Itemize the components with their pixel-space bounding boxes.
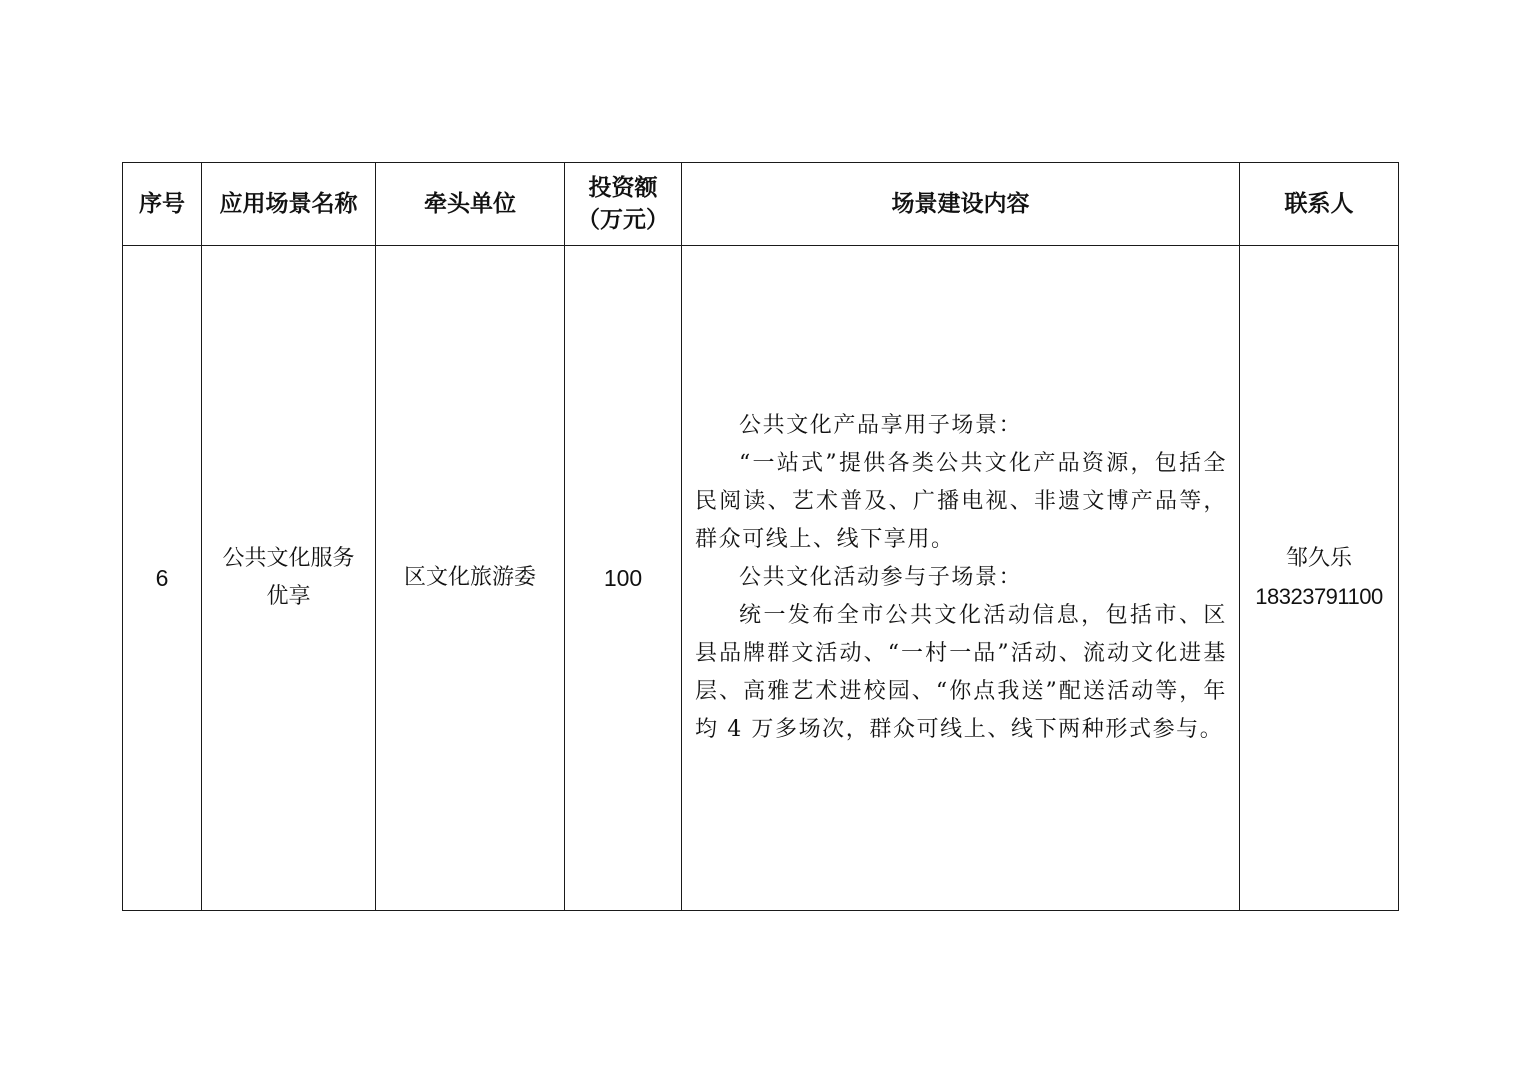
content-paragraph: 公共文化活动参与子场景： [739,565,1023,590]
row-lead-unit: 区文化旅游委 [376,246,565,911]
row-seq: 6 [123,246,202,911]
table-row [123,246,1399,911]
content-paragraph: 公共文化产品享用子场景： [739,413,1023,438]
header-scene-name: 应用场景名称 [202,163,376,246]
row-contact [1240,246,1399,911]
row-scene-name-line2: 优享 [266,584,311,609]
row-content [682,246,1240,911]
scenario-table [122,162,1399,911]
header-seq: 序号 [123,163,202,246]
header-investment-line2: （万元） [577,207,669,233]
row-scene-name-line1: 公共文化服务 [222,546,355,571]
contact-phone: 18323791100 [1255,584,1383,609]
header-content: 场景建设内容 [682,163,1240,246]
header-row [123,163,1399,246]
header-investment [565,163,682,246]
content-paragraph: “一站式”提供各类公共文化产品资源，包括全民阅读、艺术普及、广播电视、非遗文博产品等，群众可线上、线下享用。 [695,451,1227,552]
header-investment-line1: 投资额 [588,175,658,201]
content-paragraph: 统一发布全市公共文化活动信息，包括市、区县品牌群文活动、“一村一品”活动、流动文化进基层、高雅艺术进校园、“你点我送”配送活动等，年均 4 万多场次，群众可线上、线下两种形式参与。 [695,603,1227,742]
row-investment: 100 [565,246,682,911]
row-scene-name [202,246,376,911]
header-contact: 联系人 [1240,163,1399,246]
contact-name: 邹久乐 [1285,546,1352,571]
header-lead-unit: 牵头单位 [376,163,565,246]
